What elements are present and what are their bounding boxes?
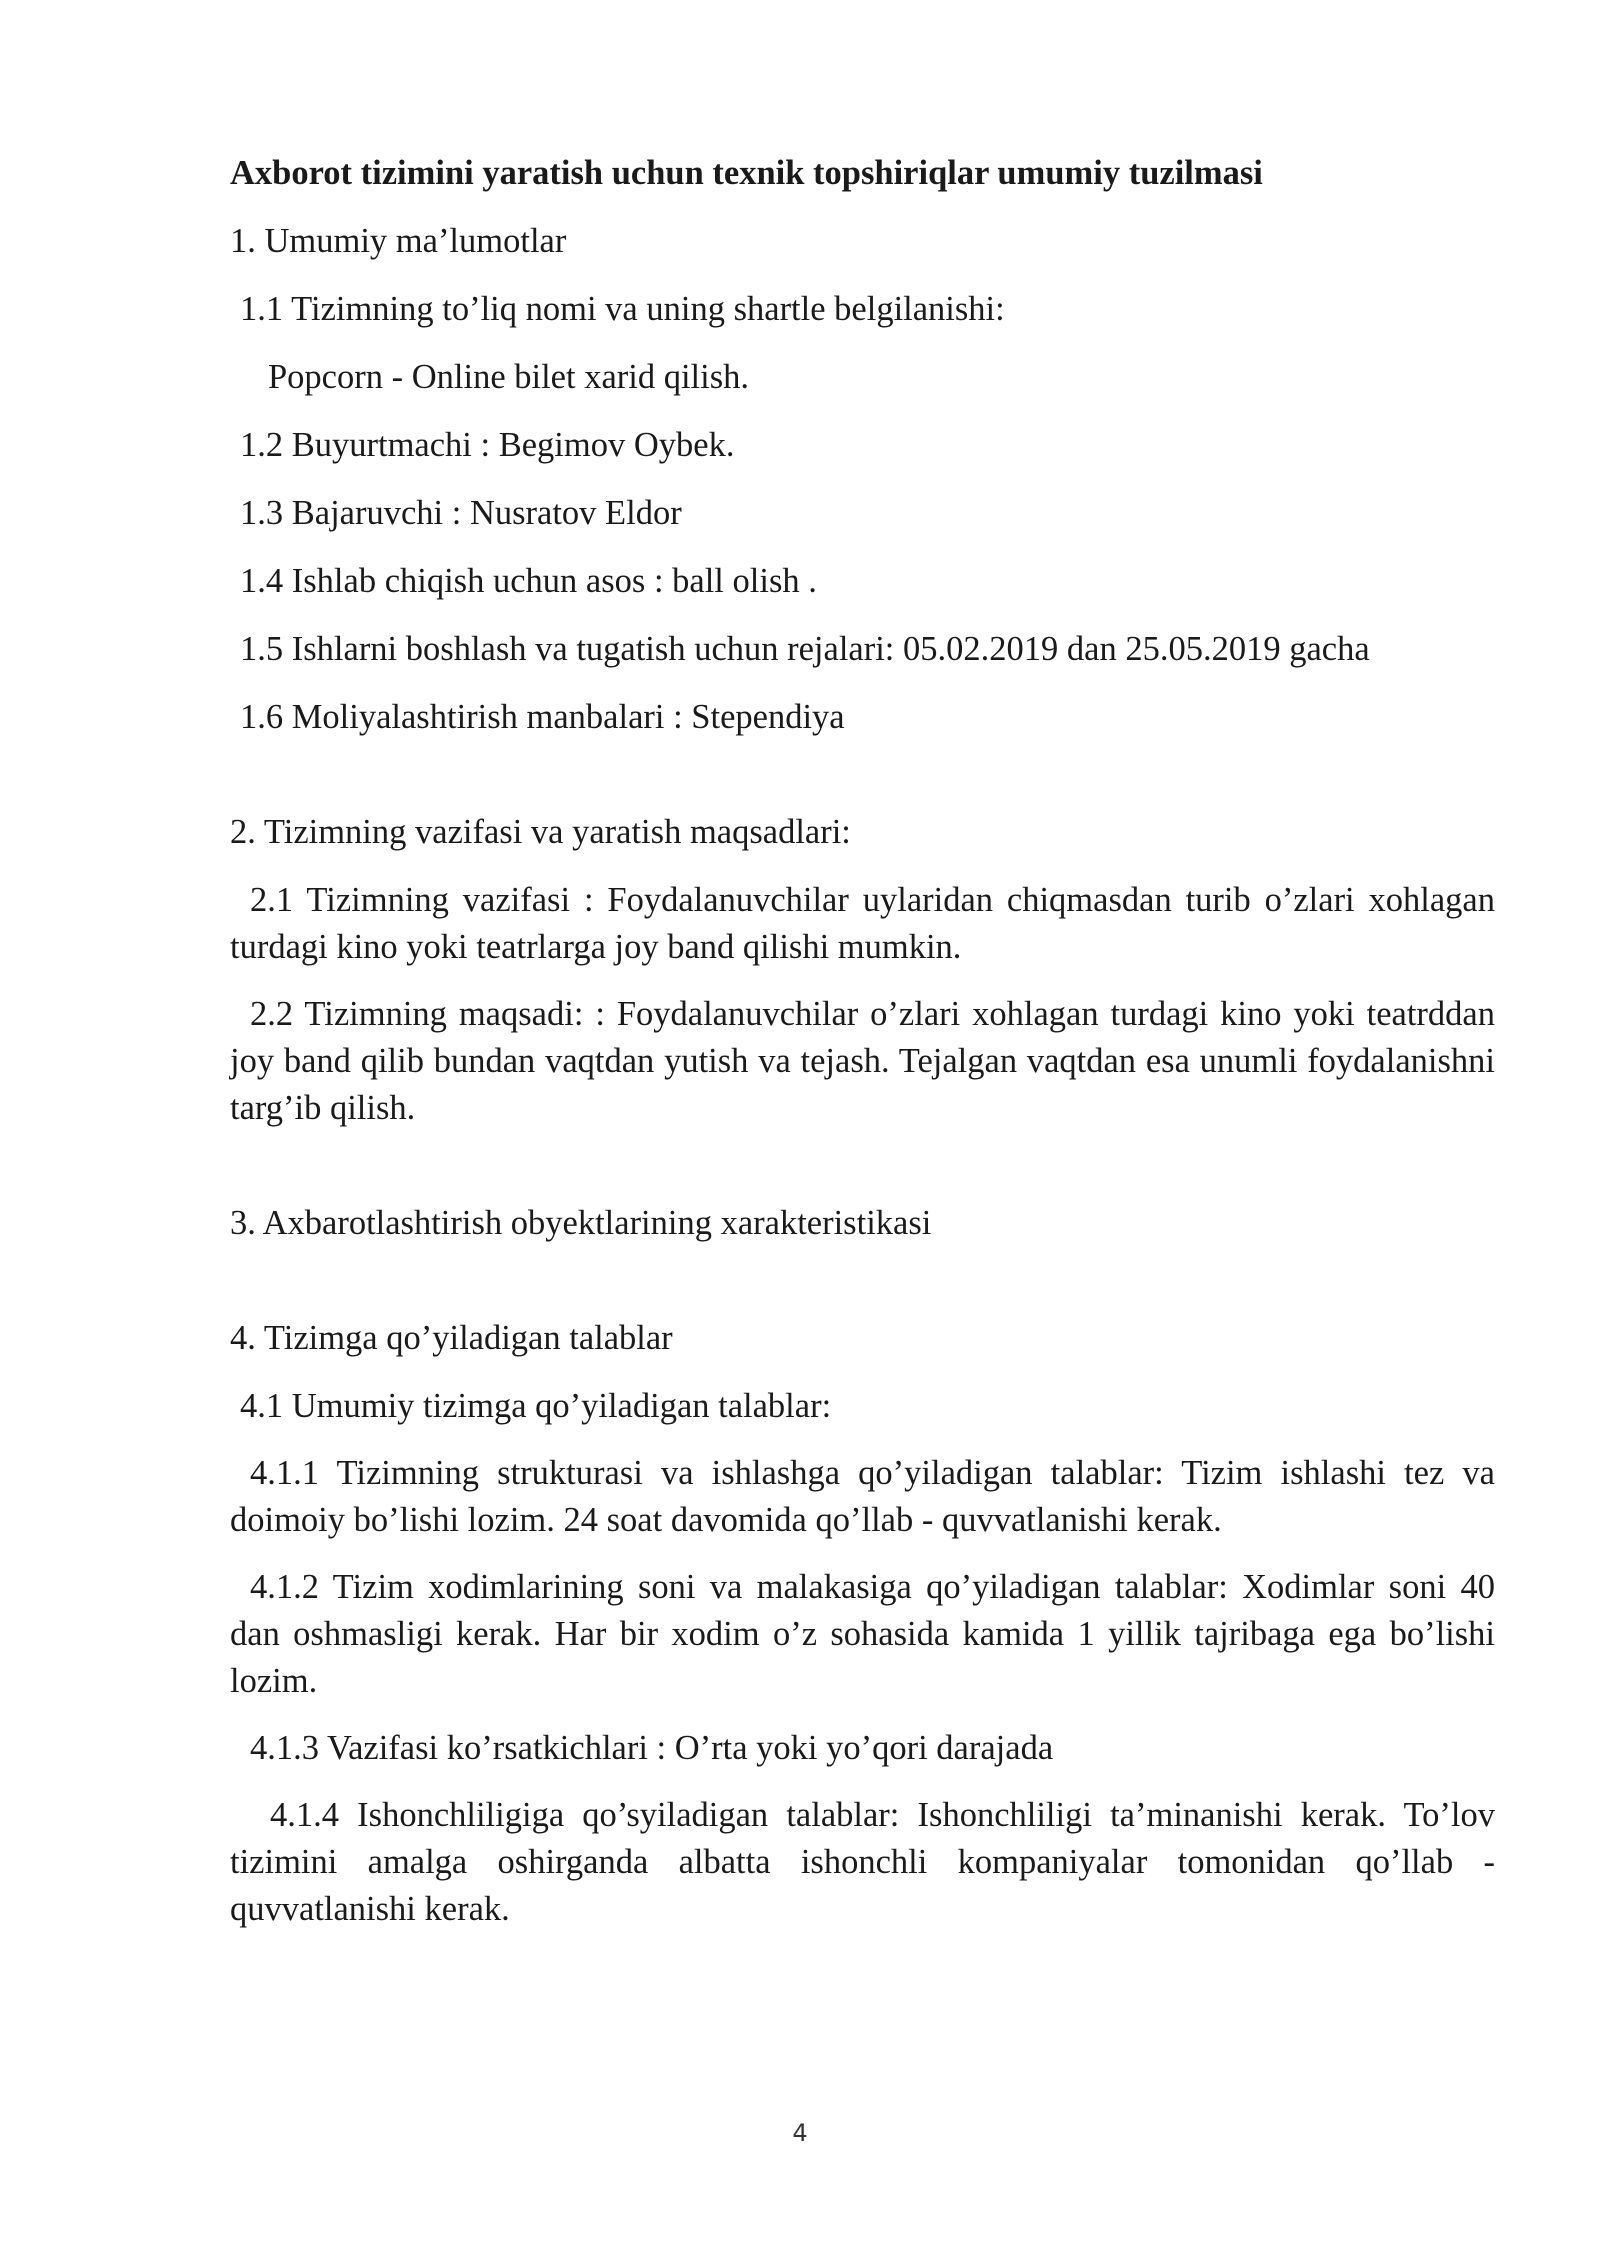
paragraph-2-2 xyxy=(230,991,1495,1132)
section-3-heading: 3. Axbarotlashtirish obyektlarining xarakteristikasi xyxy=(230,1204,932,1242)
section-1-heading: 1. Umumiy ma’lumotlar xyxy=(230,222,567,260)
paragraph-4-1-2 xyxy=(230,1564,1495,1705)
document-title: Axborot tizimini yaratish uchun texnik topshiriqlar umumiy tuzilmasi xyxy=(230,154,1263,192)
item-1-2: 1.2 Buyurtmachi : Begimov Oybek. xyxy=(240,426,735,464)
paragraph-4-1-3 xyxy=(230,1725,1495,1772)
item-1-3: 1.3 Bajaruvchi : Nusratov Eldor xyxy=(240,494,682,532)
page-content xyxy=(230,150,1495,1933)
paragraph-2-1 xyxy=(230,877,1495,971)
item-1-6: 1.6 Moliyalashtirish manbalari : Stependiya xyxy=(240,698,845,736)
paragraph-2-2-text: 2.2 Tizimning maqsadi: : Foydalanuvchilar o’zlari xohlagan turdagi kino yoki teatrddan joy band qilib bundan vaqtdan yutish va tejash. Tejalgan vaqtdan esa unumli foydalanishni targ’ib qilish. xyxy=(230,995,1495,1127)
page-number: 4 xyxy=(792,2119,808,2147)
spacer xyxy=(230,1132,1495,1200)
paragraph-4-1-4 xyxy=(230,1792,1495,1933)
section-2-heading: 2. Tizimning vazifasi va yaratish maqsadlari: xyxy=(230,813,851,851)
paragraph-4-1-4-text: 4.1.4 Ishonchliligiga qo’syiladigan talablar: Ishonchliligi ta’minanishi kerak. To’lov tizimini amalga oshirganda albatta ishonchli kompaniyalar tomonidan qo’llab - quvvatlanishi kerak. xyxy=(230,1796,1495,1928)
paragraph-4-1-3-text: 4.1.3 Vazifasi ko’rsatkichlari : O’rta yoki yo’qori darajada xyxy=(250,1729,1054,1767)
paragraph-2-1-text: 2.1 Tizimning vazifasi : Foydalanuvchilar uylaridan chiqmasdan turib o’zlari xohlagan turdagi kino yoki teatrlarga joy band qilishi mumkin. xyxy=(230,881,1495,966)
item-1-4: 1.4 Ishlab chiqish uchun asos : ball olish . xyxy=(240,562,817,600)
spacer xyxy=(230,741,1495,809)
paragraph-4-1-2-text: 4.1.2 Tizim xodimlarining soni va malakasiga qo’yiladigan talablar: Xodimlar soni 40 dan oshmasligi kerak. Har bir xodim o’z sohasida kamida 1 yillik tajribaga ega bo’lishi lozim. xyxy=(230,1568,1495,1700)
paragraph-4-1-1-text: 4.1.1 Tizimning strukturasi va ishlashga qo’yiladigan talablar: Tizim ishlashi tez va doimoiy bo’lishi lozim. 24 soat davomida qo’llab - quvvatlanishi kerak. xyxy=(230,1454,1495,1539)
spacer xyxy=(230,1247,1495,1315)
section-4-heading: 4. Tizimga qo’yiladigan talablar xyxy=(230,1319,673,1357)
item-1-5: 1.5 Ishlarni boshlash va tugatish uchun rejalari: 05.02.2019 dan 25.05.2019 gacha xyxy=(240,630,1370,668)
item-4-1: 4.1 Umumiy tizimga qo’yiladigan talablar: xyxy=(240,1387,832,1425)
item-1-1-value: Popcorn - Online bilet xarid qilish. xyxy=(268,358,750,396)
item-1-1: 1.1 Tizimning to’liq nomi va uning shartle belgilanishi: xyxy=(240,290,1005,328)
paragraph-4-1-1 xyxy=(230,1450,1495,1544)
